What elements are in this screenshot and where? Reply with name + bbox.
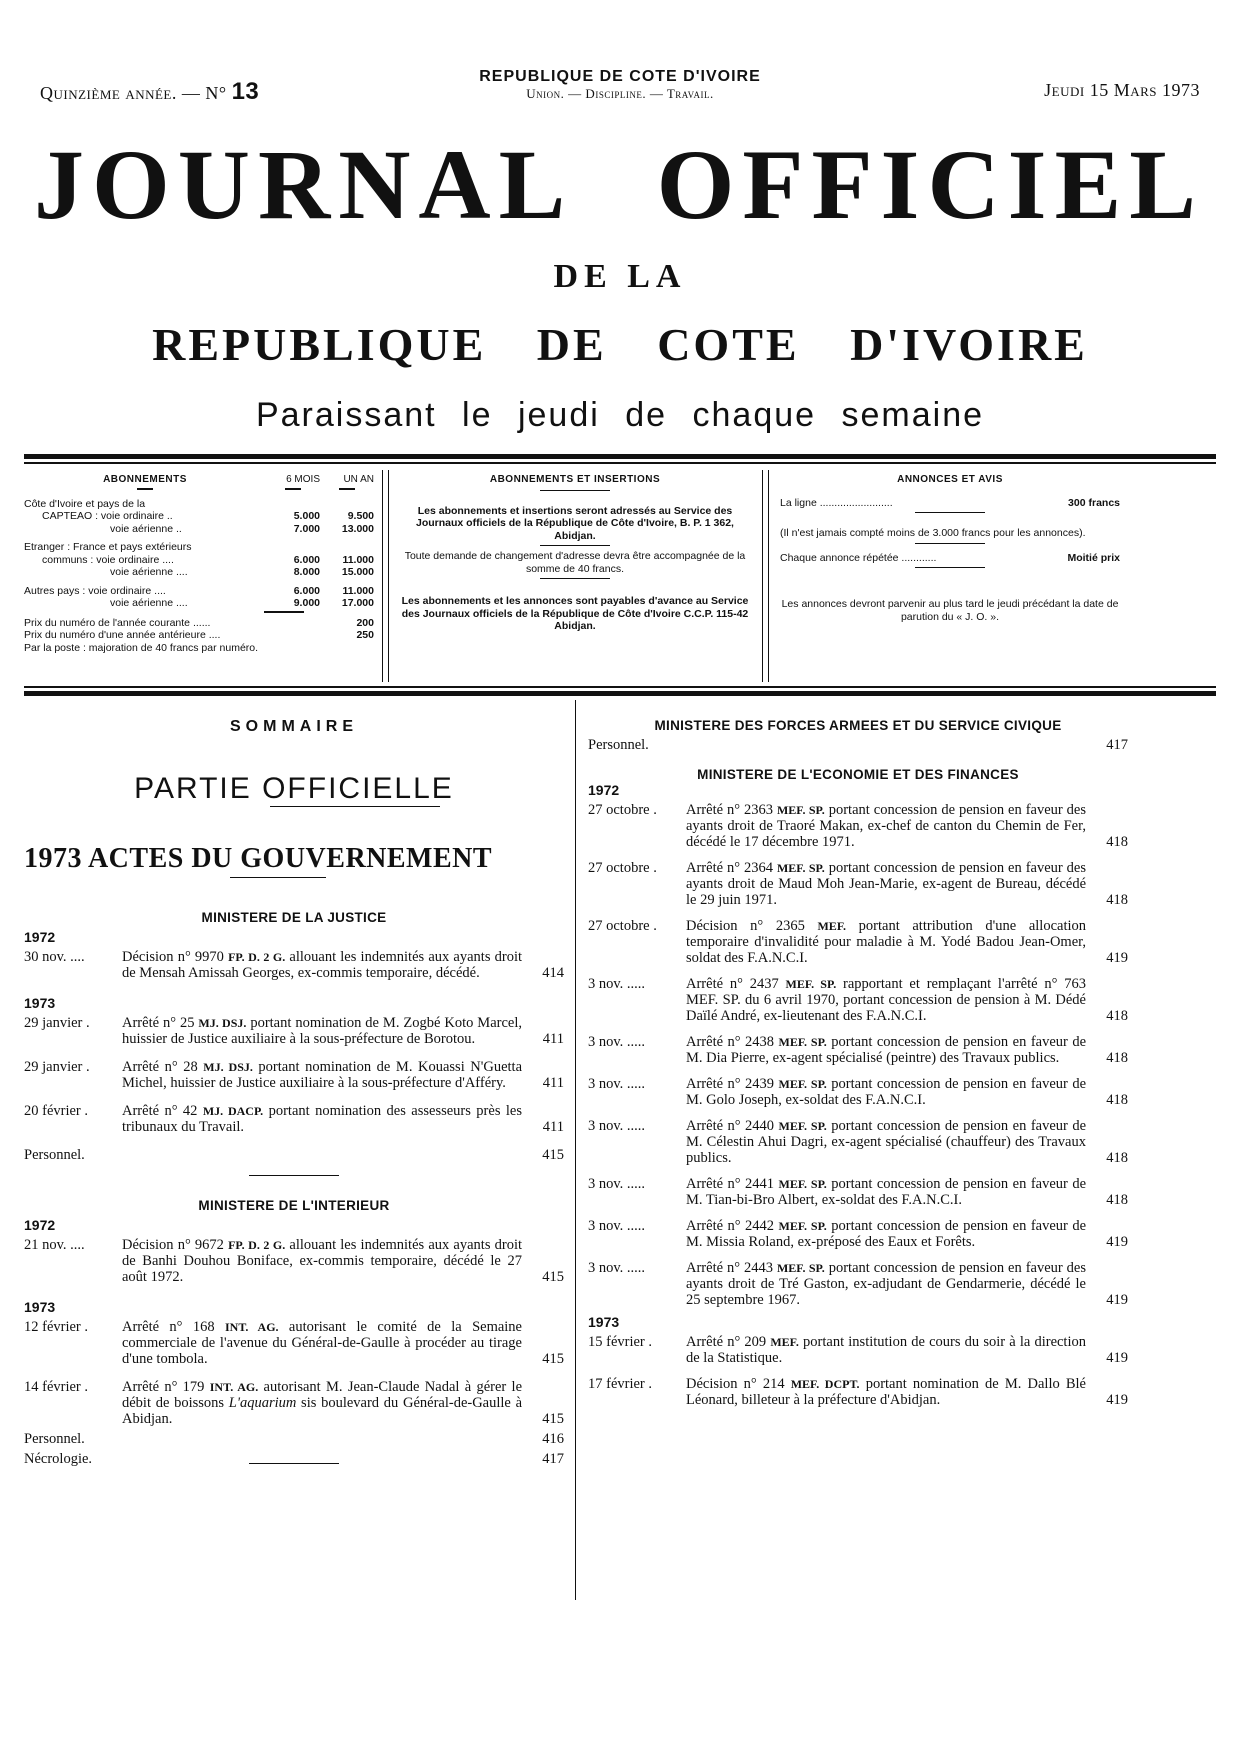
abonnements-table [24,474,374,654]
entry-code: MEF. SP. [778,1077,827,1091]
column-separator [575,700,576,1600]
entry-code: MJ. DACP. [202,1104,264,1118]
annonce-line-label: La ligne ......................... [780,496,893,509]
toc-entry [588,1260,1128,1308]
entry-desc: portant concession de pension en faveur des ayants droit de Tré Gaston, ex-adjudant de Gendarmerie, décédé le 25 septembre 1967. [686,1260,1087,1308]
entry-code: MEF. [817,919,847,933]
entry-date: 29 janvier . [24,1015,90,1031]
toc-entry [588,802,1128,850]
entry-page: 411 [542,1119,564,1135]
toc-entry [24,1319,564,1367]
toc-entry [24,949,564,981]
box-rule-thick [24,691,1216,696]
entry-date: 3 nov. ..... [588,1034,646,1050]
justice-heading: MINISTERE DE LA JUSTICE [201,910,387,925]
issue-number: 13 [231,78,260,105]
entry-desc: portant attribution d'une allocation temporaire d'invalidité pour maladie à M. Yodé Badou Jean-Omer, soldat des F.A.N.C.I. [686,918,1087,966]
entry-desc: autorisant le comité de la Semaine commerciale de l'avenue du Général-de-Gaulle à procéder au tirage d'une tombola. [122,1319,522,1367]
masthead-word-journal: JOURNAL [34,129,574,240]
entry-page: 415 [542,1269,564,1285]
partie-underline [270,806,440,807]
col-un-an: UN AN [343,474,374,485]
insertions-payment: Les abonnements et les annonces sont payables d'avance au Service des Journaux officiels de la République de Côte d'Ivoire C.C.P. 115-42 Abidjan. [401,595,749,632]
entry-code: FP. D. 2 G. [228,1238,286,1252]
entry-desc: portant concession de pension en faveur de M. Golo Joseph, ex-soldat des F.A.N.C.I. [686,1076,1087,1108]
entry-date: 3 nov. ..... [588,1176,646,1192]
entry-page: 418 [1106,1092,1128,1108]
entry-code: MEF. SP. [778,1035,827,1049]
entry-page: 418 [1106,1050,1128,1066]
personnel-page: 416 [542,1431,564,1447]
entry-code: MEF. SP. [776,1261,825,1275]
personnel-page: 415 [542,1147,564,1163]
personnel-label: Personnel. [24,1147,85,1163]
annonce-line-price: 300 francs [1068,496,1120,509]
entry-date: 3 nov. ..... [588,1260,646,1276]
year-label: 1973 [24,1299,56,1315]
masthead-republic: REPUBLIQUE DE COTE D'IVOIRE [152,319,1088,370]
abo-row-label: voie aérienne .... [110,566,188,578]
entry-date: 3 nov. ..... [588,1218,646,1234]
national-motto: Union. — Discipline. — Travail. [526,86,714,101]
entry-page: 415 [542,1351,564,1367]
entry-title: Décision n° 9970 [122,949,229,965]
toc-personnel [24,1147,564,1163]
entry-title: Arrêté n° 2364 [686,860,777,876]
toc-entry [588,1118,1128,1166]
entry-date: 30 nov. .... [24,949,85,965]
partie-officielle-title [24,772,564,806]
abo-row-6mois: 6.000 [293,553,320,566]
toc-personnel [588,737,1128,753]
entry-desc-end: sis boulevard du Général-de-Gaulle à Abidjan. [122,1395,523,1427]
entry-desc: portant nomination des assesseurs près les tribunaux du Travail. [122,1103,522,1135]
year-label: 1973 [588,1314,620,1330]
abo-row-unan: 11.000 [342,553,374,566]
country-block [40,68,1200,102]
entry-date: 27 octobre . [588,918,657,934]
insertions-address-change: Toute demande de changement d'adresse devra être accompagnée de la somme de 40 francs. [404,550,746,575]
toc-entry [24,1103,564,1135]
price-label: Prix du numéro de l'année courante ...... [24,616,211,629]
entry-desc: autorisant M. Jean-Claude Nadal à gérer le débit de boissons [122,1379,522,1411]
entry-title: Arrêté n° 2363 [686,802,777,818]
abo-row-6mois: 7.000 [293,522,320,535]
entry-date: 27 octobre . [588,860,657,876]
entry-title: Arrêté n° 168 [122,1319,225,1335]
abo-row-label: Côte d'Ivoire et pays de la [24,497,146,510]
price-value: 250 [356,629,374,641]
entry-page: 418 [1106,1192,1128,1208]
annonce-deadline: Les annonces devront parvenir au plus tard le jeudi précédant la date de parution du « J. O. ». [781,598,1119,623]
entry-desc: allouant les indemnités aux ayants droit de Banhi Douhou Boniface, ex-commis temporaire, décédé le 27 août 1972. [122,1237,523,1285]
box-separator [382,470,389,682]
entry-title: Arrêté n° 209 [686,1334,771,1350]
entry-desc: rapportant et remplaçant l'arrêté n° 763 MEF. SP. du 6 avril 1970, portant concession de pension à M. Dédé Daïlé André, ex-lieutenant des F.A.N.C.I. [686,976,1087,1024]
abo-row-6mois: 8.000 [293,566,320,578]
entry-code: MJ. DSJ. [203,1060,253,1074]
masthead-word-officiel: OFFICIEL [656,129,1204,240]
entry-desc: portant nomination de M. Dallo Blé Léonard, billeteur à la préfecture d'Abidjan. [686,1376,1086,1408]
necrologie-page: 417 [542,1451,564,1467]
entry-page: 411 [542,1075,564,1091]
interieur-heading: MINISTERE DE L'INTERIEUR [198,1198,390,1213]
abo-row-unan: 15.000 [341,566,374,578]
armees-heading: MINISTERE DES FORCES ARMEES ET DU SERVICE CIVIQUE [654,718,1062,733]
entry-date: 3 nov. ..... [588,1118,646,1134]
entry-page: 418 [1106,892,1128,908]
issue-date: Jeudi 15 Mars 1973 [1044,80,1200,100]
entry-title: Arrêté n° 28 [122,1059,204,1075]
entry-title: Arrêté n° 179 [122,1379,210,1395]
entry-code: MEF. SP. [778,1219,827,1233]
entry-date: 3 nov. ..... [588,1076,646,1092]
entry-title: Arrêté n° 25 [122,1015,199,1031]
entry-date: 20 février . [24,1103,89,1119]
sommaire-column [24,718,564,1467]
entry-desc: portant institution de cours du soir à la direction de la Statistique. [686,1334,1086,1366]
entry-desc: portant concession de pension en faveur de M. Tian-bi-Bro Albert, ex-soldat des F.A.N.C.I. [686,1176,1087,1208]
annonces-panel [780,474,1120,674]
year-label: 1973 [24,995,56,1011]
abonnements-panel [24,474,374,674]
abo-row-unan: 17.000 [341,597,374,609]
annonce-minimum: (Il n'est jamais compté moins de 3.000 francs pour les annonces). [780,527,1086,539]
entry-code: INT. AG. [224,1320,279,1334]
insertions-panel [400,474,750,674]
actes-underline [230,877,326,878]
entry-date: 21 nov. .... [24,1237,85,1253]
entry-date: 14 février . [24,1379,89,1395]
year-label: 1972 [24,1217,56,1233]
actes-title: 1973 ACTES DU GOUVERNEMENT [24,843,493,874]
toc-entry [24,1015,564,1047]
entry-page: 419 [1106,950,1128,966]
entry-title: Arrêté n° 2439 [686,1076,779,1092]
entry-desc: portant concession de pension en faveur de M. Missia Roland, ex-préposé des Eaux et Forêts. [686,1218,1087,1250]
price-label: Prix du numéro d'une année antérieure .... [24,629,221,641]
entry-desc: portant concession de pension en faveur des ayants droit de Maud Moh Jean-Marie, ex-agent de Bureau, décédé le 29 juin 1971. [686,860,1087,908]
entry-date: 27 octobre . [588,802,657,818]
entry-title: Décision n° 9672 [122,1237,229,1253]
sommaire-title: SOMMAIRE [230,718,358,735]
price-label: Par la poste : majoration de 40 francs par numéro. [24,641,259,654]
economie-heading: MINISTERE DE L'ECONOMIE ET DES FINANCES [697,767,1019,782]
entry-italic: L'aquarium [228,1395,297,1411]
abo-row-6mois: 9.000 [293,597,320,609]
right-column [588,718,1128,1408]
abo-row-label: CAPTEAO : voie ordinaire .. [42,510,173,522]
entry-code: MEF. DCPT. [790,1377,860,1391]
toc-entry [24,1379,564,1427]
annonces-heading: ANNONCES ET AVIS [897,474,1003,485]
entry-desc: allouant les indemnités aux ayants droit de Mensah Amissah Georges, ex-commis temporaire, décédé. [122,949,523,981]
price-value: 200 [356,616,374,629]
partie-officielle-text: PARTIE OFFICIELLE [134,772,454,805]
entry-title: Arrêté n° 42 [122,1103,203,1119]
entry-code: MEF. SP. [785,977,837,991]
country-name: REPUBLIQUE DE COTE D'IVOIRE [479,68,761,85]
publication-frequency: Paraissant le jeudi de chaque semaine [255,396,985,434]
insertions-heading: ABONNEMENTS ET INSERTIONS [489,474,661,485]
entry-code: MEF. SP. [778,1119,827,1133]
abo-row-label: Etranger : France et pays extérieurs [24,541,192,553]
year-label: 1972 [588,782,620,798]
toc-necrologie [24,1451,564,1467]
entry-desc: portant concession de pension en faveur de M. Dia Pierre, ex-agent spécialisé (peintre) des Travaux publics. [686,1034,1087,1066]
entry-title: Arrêté n° 2441 [686,1176,779,1192]
toc-entry [24,1237,564,1285]
entry-page: 415 [542,1411,564,1427]
entry-page: 419 [1106,1392,1128,1408]
top-rule-thin [24,462,1216,464]
abo-row-6mois: 6.000 [293,584,320,597]
entry-date: 17 février . [588,1376,653,1392]
toc-entry [588,1076,1128,1108]
entry-code: MJ. DSJ. [198,1016,247,1030]
economie-entries-1973 [588,1334,1128,1408]
abo-row-label: voie aérienne .. [110,522,182,535]
entry-title: Décision n° 214 [686,1376,791,1392]
entry-page: 419 [1106,1292,1128,1308]
toc-personnel [24,1431,564,1447]
col-6-mois: 6 MOIS [286,474,320,485]
annonce-repeat-price: Moitié prix [1067,551,1120,564]
toc-entry [588,1334,1128,1366]
insertions-address: Les abonnements et insertions seront adressés au Service des Journaux officiels de la République de Côte d'Ivoire, B. P. 1 362, Abidjan. [416,504,734,542]
entry-title: Arrêté n° 2437 [686,976,786,992]
entry-page: 418 [1106,1008,1128,1024]
entry-desc: portant concession de pension en faveur des ayants droit de Traoré Makan, ex-chef de canton du Chemin de Fer, décédé le 17 décembre 1971. [686,802,1087,850]
entry-date: 29 janvier . [24,1059,90,1075]
entry-title: Décision n° 2365 [686,918,818,934]
toc-entry [588,1218,1128,1250]
abonnements-heading: ABONNEMENTS [103,474,187,485]
abo-row-unan: 13.000 [341,522,374,535]
toc-entry [588,860,1128,908]
entry-page: 419 [1106,1234,1128,1250]
entry-page: 418 [1106,834,1128,850]
box-separator [762,470,769,682]
toc-entry [588,1376,1128,1408]
toc-entry [588,918,1128,966]
necrologie-label: Nécrologie. [24,1451,93,1467]
personnel-page: 417 [1106,737,1128,753]
abo-row-label: voie aérienne .... [110,597,188,609]
entry-desc: portant nomination de M. Zogbé Koto Marcel, huissier de Justice auxiliaire à la sous-préfecture de Borotou. [122,1015,522,1047]
entry-page: 418 [1106,1150,1128,1166]
annonce-repeat-label: Chaque annonce répétée ............ [780,551,937,564]
entry-page: 414 [542,965,564,981]
section-divider [249,1175,339,1176]
abo-row-label: communs : voie ordinaire .... [42,553,174,566]
entry-page: 411 [542,1031,564,1047]
entry-date: 12 février . [24,1319,89,1335]
entry-code: MEF. SP. [778,1177,827,1191]
masthead-de-la: DE LA [553,258,687,295]
entry-title: Arrêté n° 2442 [686,1218,779,1234]
abo-row-6mois: 5.000 [293,510,320,522]
entry-desc: portant concession de pension en faveur de M. Célestin Ahui Dagri, ex-agent spécialisé (chauffeur) des Travaux publics. [686,1118,1087,1166]
issue-year-label: Quinzième année. — N° [40,83,227,103]
abo-row-label: Autres pays : voie ordinaire .... [24,584,166,597]
abo-row-unan: 11.000 [342,584,374,597]
entry-code: FP. D. 2 G. [228,950,286,964]
entry-page: 419 [1106,1350,1128,1366]
entry-title: Arrêté n° 2443 [686,1260,777,1276]
entry-code: INT. AG. [209,1380,259,1394]
entry-title: Arrêté n° 2438 [686,1034,779,1050]
entry-code: MEF. SP. [776,861,825,875]
economie-entries [588,802,1128,1308]
year-label: 1972 [24,929,56,945]
entry-code: MEF. SP. [776,803,825,817]
toc-entry [24,1059,564,1091]
entry-date: 15 février . [588,1334,653,1350]
toc-entry [588,976,1128,1024]
personnel-label: Personnel. [24,1431,85,1447]
box-rule-thin [24,686,1216,688]
entry-date: 3 nov. ..... [588,976,646,992]
top-rule-thick [24,454,1216,459]
personnel-label: Personnel. [588,737,649,753]
top-header [40,68,1200,112]
entry-code: MEF. [770,1335,799,1349]
toc-entry [588,1176,1128,1208]
entry-desc: portant nomination de M. Kouassi N'Guetta Michel, huissier de Justice auxiliaire à la sous-préfecture d'Afféry. [122,1059,523,1091]
abo-row-unan: 9.500 [347,510,374,522]
entry-title: Arrêté n° 2440 [686,1118,779,1134]
toc-entry [588,1034,1128,1066]
